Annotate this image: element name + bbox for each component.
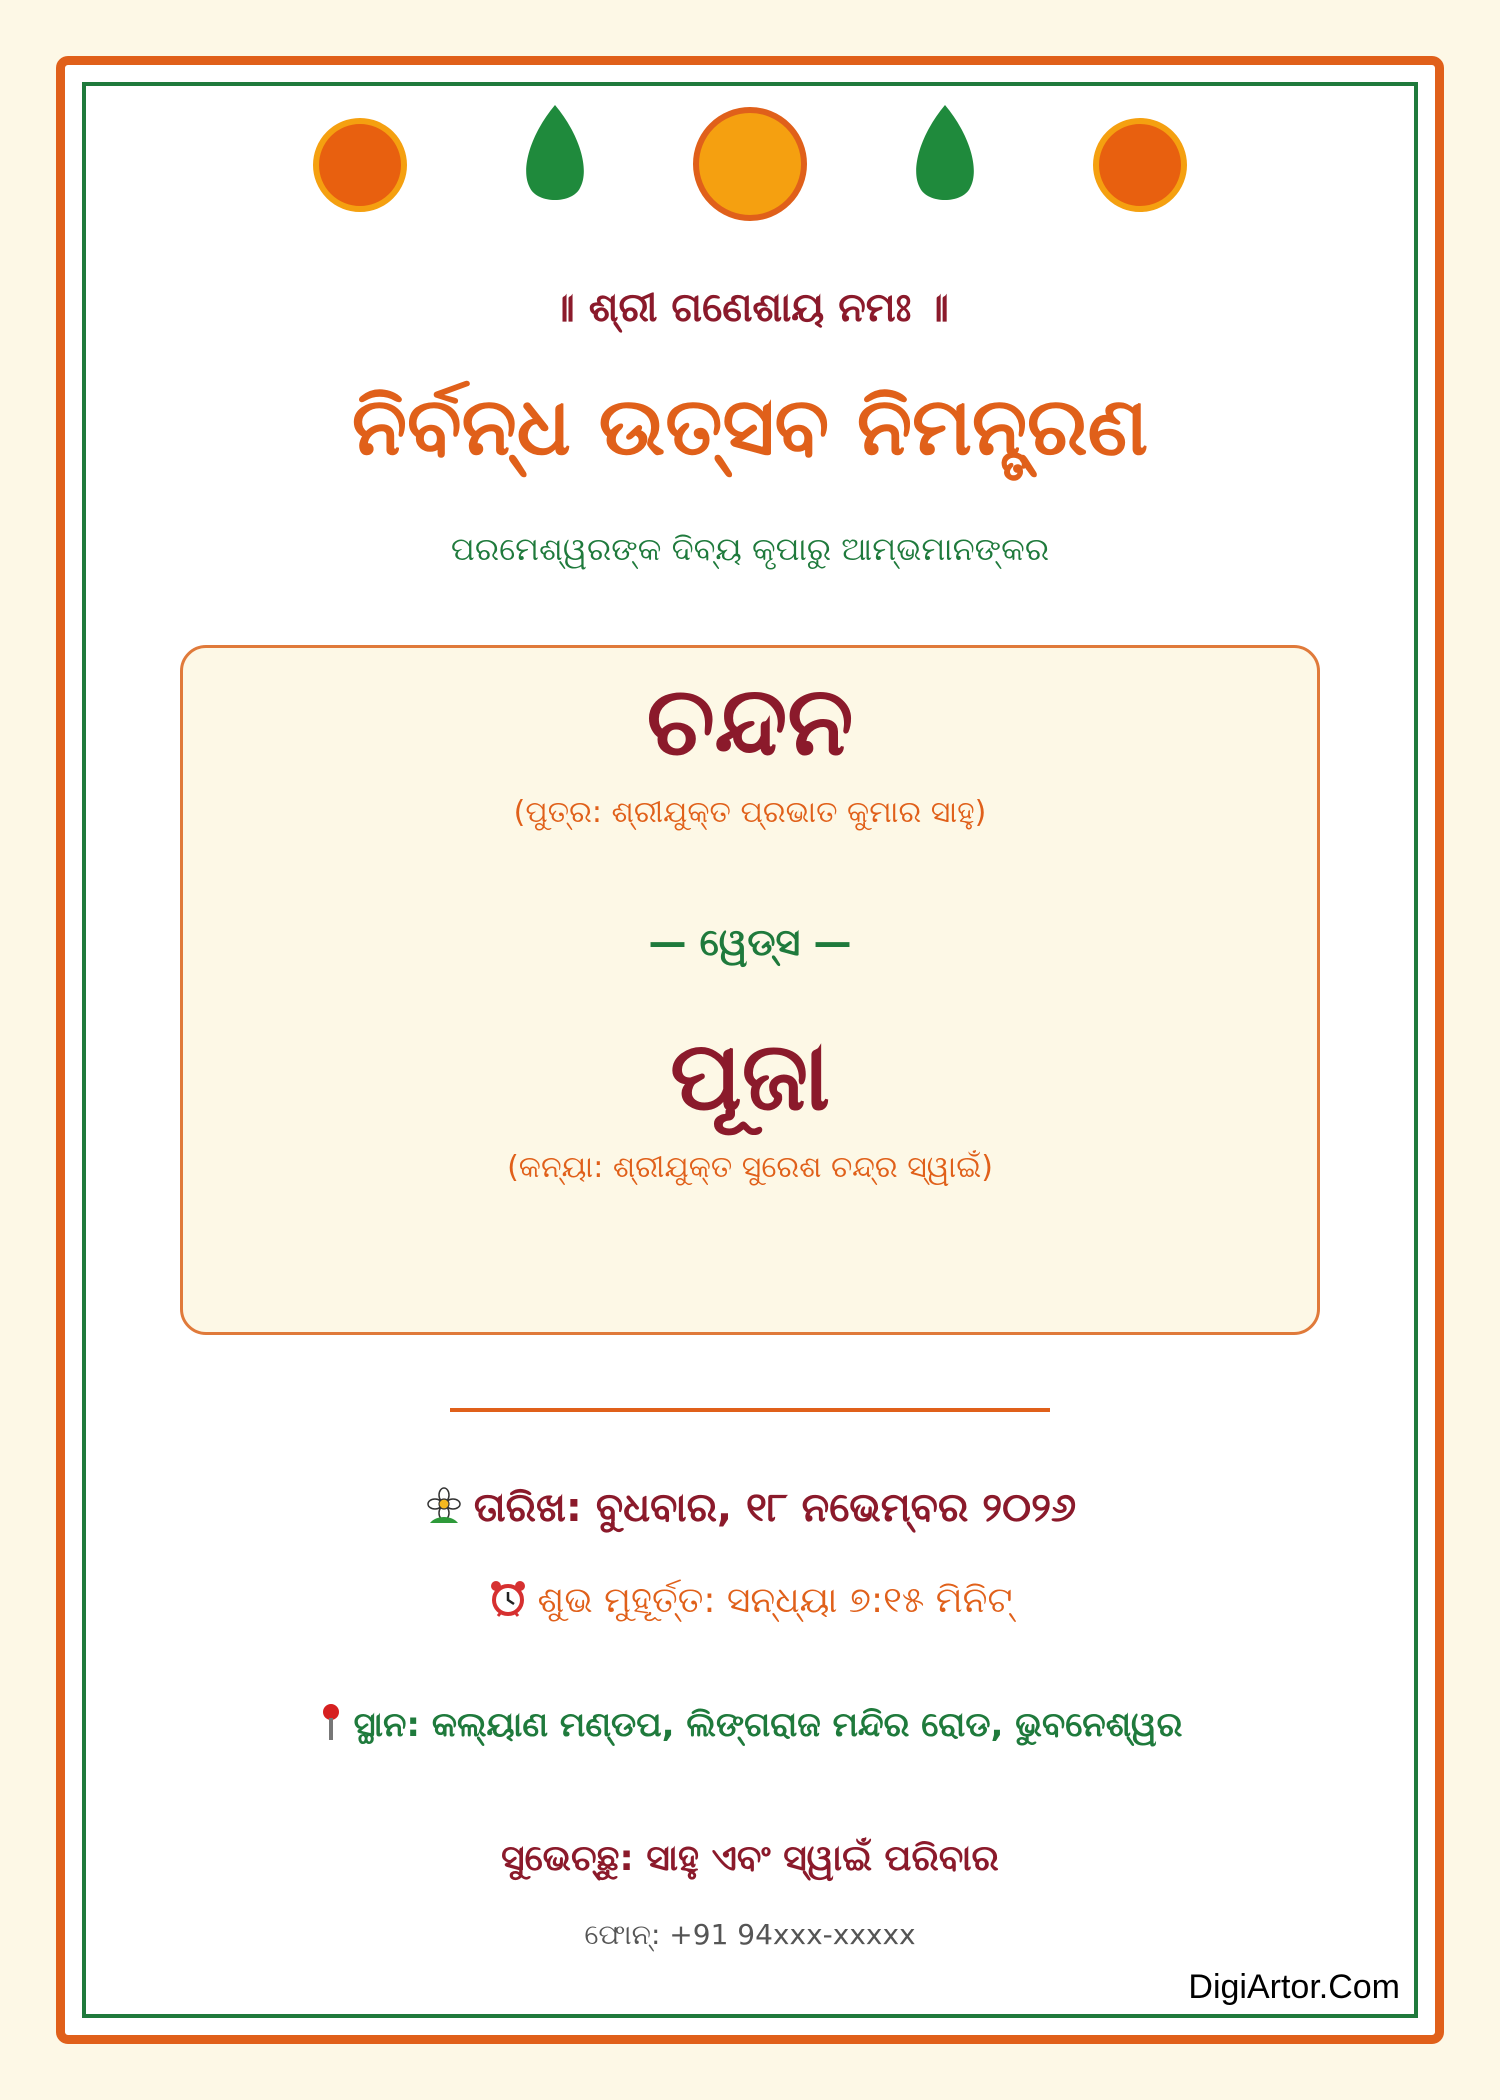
muhurat-text: ଶୁଭ ମୁହୂର୍ତ୍ତ: ସନ୍ଧ୍ୟା ୭:୧୫ ମିନିଟ୍ [537, 1580, 1013, 1621]
phone-text: ଫୋନ୍: +91 94xxx-xxxxx [584, 1918, 916, 1951]
venue-text: ସ୍ଥାନ: କଲ୍ୟାଣ ମଣ୍ଡପ, ଲିଙ୍ଗରାଜ ମନ୍ଦିର ରୋଡ, ଭୁବନେଶ୍ୱର [353, 1705, 1183, 1745]
venue-line [0, 1702, 1500, 1745]
section-divider [450, 1408, 1050, 1412]
bride-name: ପୂଜା [669, 1020, 831, 1132]
wishers-text: ସୁଭେଚ୍ଛୁ: ସାହୁ ଏବଂ ସ୍ୱାଇଁ ପରିବାର [501, 1838, 999, 1879]
alarm-clock-icon [488, 1578, 528, 1618]
bride-parent: (କନ୍ୟା: ଶ୍ରୀଯୁକ୍ତ ସୁରେଶ ଚନ୍ଦ୍ର ସ୍ୱାଇଁ) [507, 1150, 993, 1185]
marigold-center-icon [696, 110, 804, 218]
leaf-right-icon [916, 105, 974, 200]
weds-connector: — ୱେଡ୍ସ — [648, 920, 852, 964]
muhurat-line [0, 1578, 1500, 1622]
marigold-left-icon [316, 121, 404, 209]
watermark: DigiArtor.Com [1188, 1968, 1400, 2006]
flower-icon [424, 1487, 464, 1527]
pin-icon [318, 1702, 344, 1742]
date-text: ତାରିଖ: ବୁଧବାର, ୧୮ ନଭେମ୍ବର ୨୦୨୬ [473, 1485, 1077, 1531]
date-line [0, 1485, 1500, 1531]
blessing-text: ପରମେଶ୍ୱରଙ୍କ ଦିବ୍ୟ କୃପାରୁ ଆମ୍ଭମାନଙ୍କର [450, 530, 1050, 568]
marigold-right-icon [1096, 121, 1184, 209]
groom-name: ଚନ୍ଦନ [646, 665, 854, 777]
leaf-left-icon [526, 105, 584, 200]
decorative-garland [0, 100, 1500, 240]
invocation-text: ॥ ଶ୍ରୀ ଗଣେଶାୟ ନମଃ ॥ [551, 285, 949, 331]
page-title: ନିର୍ବନ୍ଧ ଉତ୍ସବ ନିମନ୍ତ୍ରଣ [351, 380, 1149, 473]
groom-parent: (ପୁତ୍ର: ଶ୍ରୀଯୁକ୍ତ ପ୍ରଭାତ କୁମାର ସାହୁ) [513, 795, 987, 830]
